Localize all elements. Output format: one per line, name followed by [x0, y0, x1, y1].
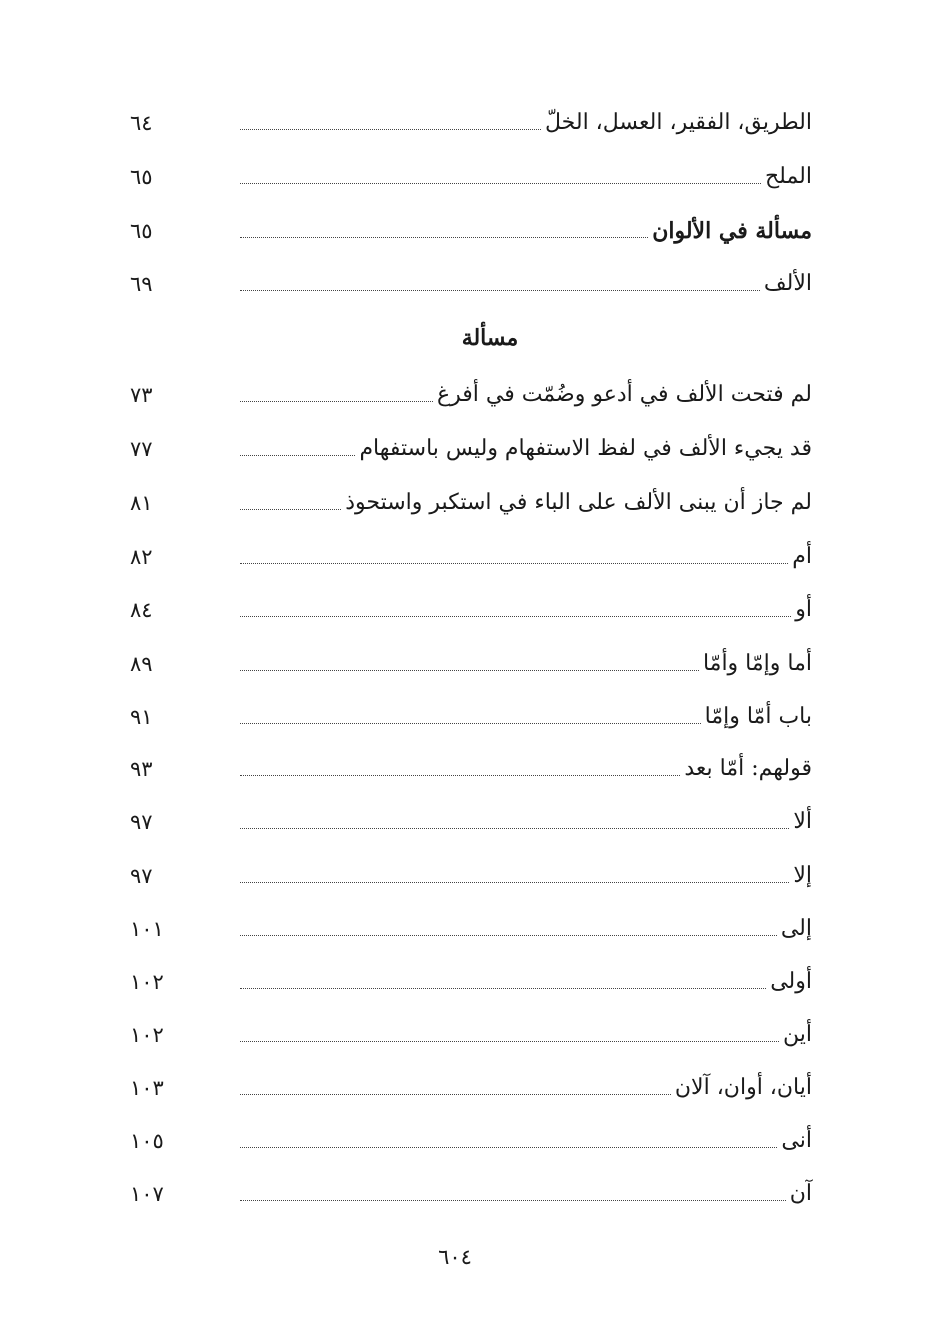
toc-entry-title: مسألة في الألوان: [652, 218, 812, 244]
dot-leader: [240, 615, 791, 617]
toc-entry-page: ١٠٧: [130, 1182, 164, 1206]
dot-leader: [240, 669, 699, 671]
toc-entry-page: ١٠١: [130, 917, 164, 941]
toc-entry-title: لم فتحت الألف في أدعو وضُمّت في أفرغ: [436, 382, 812, 407]
toc-entry-title: الألف: [763, 271, 812, 296]
dot-leader: [240, 508, 341, 510]
toc-entry-title: الملح: [764, 164, 812, 189]
toc-entry: [130, 424, 812, 464]
toc-entry: [130, 478, 812, 518]
toc-entry-title: إلا: [793, 863, 812, 888]
dot-leader: [240, 562, 788, 564]
toc-entry-page: ٦٥: [130, 219, 153, 243]
toc-entry: [130, 639, 812, 679]
toc-entry-page: ١٠٢: [130, 1023, 164, 1047]
toc-entry: [130, 692, 812, 732]
toc-entry: [130, 206, 812, 246]
toc-entry-title: آن: [789, 1181, 812, 1206]
toc-entry: [130, 957, 812, 997]
dot-leader: [240, 934, 777, 936]
dot-leader: [240, 1093, 671, 1095]
toc-entry-page: ٩٧: [130, 864, 153, 888]
dot-leader: [240, 236, 648, 238]
toc-entry: [130, 1063, 812, 1103]
dot-leader: [240, 1146, 777, 1148]
toc-entry-title: أنى: [781, 1128, 812, 1153]
dot-leader: [240, 182, 761, 184]
toc-entry-page: ٨٢: [130, 545, 153, 569]
toc-entry-page: ٦٤: [130, 111, 153, 135]
toc-entry-title: قولهم: أمّا بعد: [684, 756, 812, 781]
dot-leader: [240, 881, 789, 883]
section-heading: مسألة: [461, 325, 519, 351]
toc-entry-page: ٧٣: [130, 383, 153, 407]
toc-entry-page: ٨٤: [130, 598, 153, 622]
toc-entry: [130, 797, 812, 837]
toc-entry-title: الطريق، الفقير، العسل، الخلّ: [545, 110, 812, 135]
toc-entry-page: ٨٩: [130, 652, 153, 676]
toc-entry-page: ٨١: [130, 491, 153, 515]
toc-entry-title: باب أمّا وإمّا: [704, 704, 812, 729]
toc-entry-title: قد يجيء الألف في لفظ الاستفهام وليس باستفهام: [359, 436, 812, 461]
toc-entry-title: أيان، أوان، آلان: [674, 1075, 812, 1100]
dot-leader: [240, 827, 789, 829]
dot-leader: [240, 774, 680, 776]
dot-leader: [240, 987, 766, 989]
toc-entry-title: أما وإمّا وأمّا: [702, 651, 812, 676]
toc-entry: [130, 98, 812, 138]
toc-entry-page: ٧٧: [130, 437, 153, 461]
toc-entry: [130, 585, 812, 625]
toc-entry-page: ١٠٢: [130, 970, 164, 994]
dot-leader: [240, 1040, 779, 1042]
toc-entry-title: أم: [792, 544, 812, 569]
toc-entry: [130, 259, 812, 299]
toc-entry-page: ٦٥: [130, 165, 153, 189]
dot-leader: [240, 289, 760, 291]
toc-entry-page: ٦٩: [130, 272, 153, 296]
dot-leader: [240, 454, 355, 456]
toc-entry: [130, 532, 812, 572]
toc-entry: [130, 152, 812, 192]
toc-entry-page: ١٠٣: [130, 1076, 164, 1100]
page-number: ٦٠٤: [438, 1245, 472, 1269]
toc-entry: [130, 904, 812, 944]
toc-entry: [130, 1116, 812, 1156]
dot-leader: [240, 1199, 786, 1201]
toc-entry: [130, 370, 812, 410]
dot-leader: [240, 128, 541, 130]
toc-entry: [130, 851, 812, 891]
dot-leader: [240, 400, 433, 402]
toc-entry-title: إلى: [780, 916, 812, 941]
toc-entry: [130, 744, 812, 784]
toc-entry-title: أو: [795, 597, 812, 622]
toc-entry: [130, 1169, 812, 1209]
toc-entry-page: ١٠٥: [130, 1129, 164, 1153]
toc-entry-page: ٩٧: [130, 810, 153, 834]
toc-entry-title: ألا: [793, 809, 812, 834]
toc-entry-page: ٩١: [130, 705, 153, 729]
dot-leader: [240, 722, 701, 724]
toc-entry-page: ٩٣: [130, 757, 153, 781]
toc-entry-title: أين: [783, 1022, 812, 1047]
toc-entry: [130, 1010, 812, 1050]
toc-entry-title: لم جاز أن يبنى الألف على الباء في استكبر واستحوذ: [345, 490, 812, 515]
toc-entry-title: أولى: [770, 969, 812, 994]
